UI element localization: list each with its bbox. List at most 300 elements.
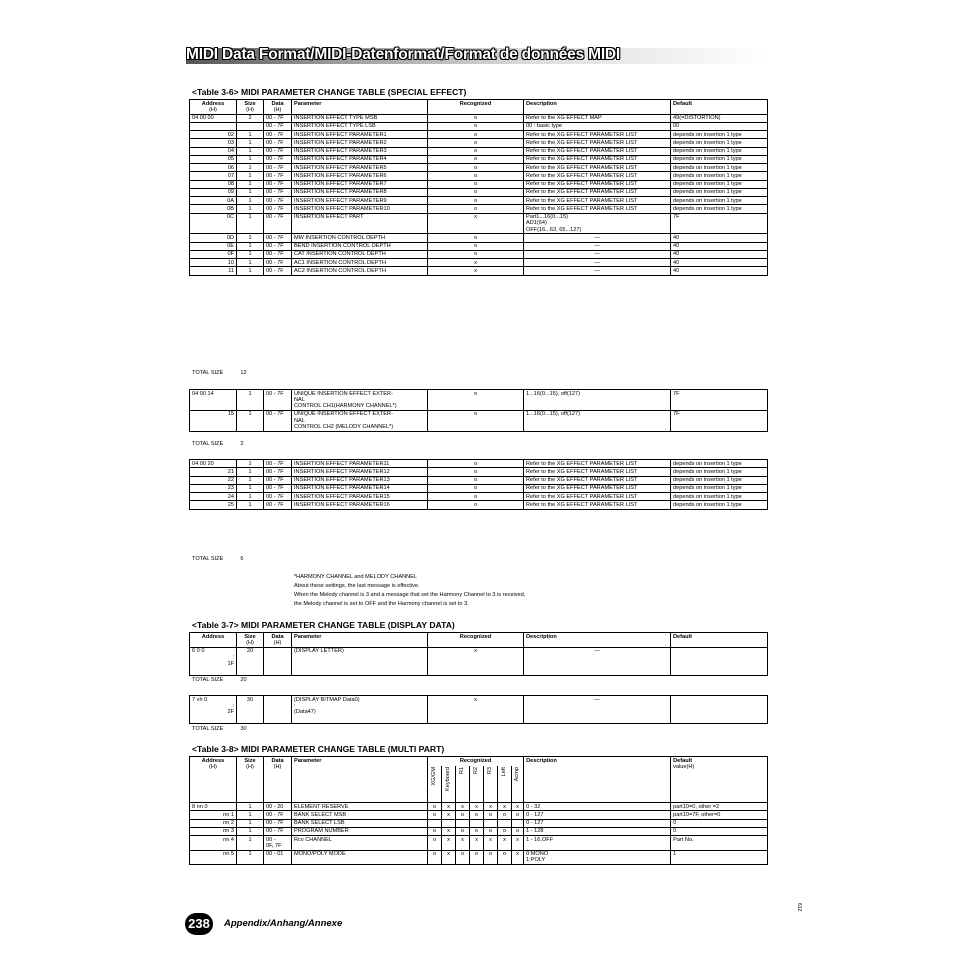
recognized-cell: x bbox=[470, 803, 484, 811]
description-cell: Refer to the XG EFFECT PARAMETER LIST bbox=[524, 172, 671, 180]
recognized-cell: o bbox=[428, 390, 524, 411]
size-cell: 1 bbox=[237, 390, 264, 411]
parameter-cell: UNIQUE INSERTION EFFECT EXTER- NAL CONTROL CH1(HARMONY CHANNEL*) bbox=[292, 390, 428, 411]
description-cell: Refer to the XG EFFECT PARAMETER LIST bbox=[524, 484, 671, 492]
data-cell: 00 - 7F bbox=[264, 147, 292, 155]
address-cell bbox=[190, 122, 237, 130]
table-3-6-title: <Table 3-6> MIDI PARAMETER CHANGE TABLE (SPECIAL EFFECT) bbox=[192, 87, 467, 97]
recognized-cell: x bbox=[428, 259, 524, 267]
parameter-cell: ELEMENT RESERVE bbox=[292, 803, 428, 811]
default-cell: 40 bbox=[671, 234, 768, 242]
table-row bbox=[190, 803, 768, 811]
description-cell: Refer to the XG EFFECT PARAMETER LIST bbox=[524, 205, 671, 213]
recognized-cell: o bbox=[428, 850, 442, 865]
address-cell: 0F bbox=[190, 250, 237, 258]
data-cell bbox=[264, 696, 292, 724]
table-row bbox=[190, 696, 768, 724]
address-cell: nn 2 bbox=[190, 819, 237, 827]
default-cell: 49(=DISTORTION) bbox=[671, 114, 768, 122]
recognized-cell: o bbox=[428, 155, 524, 163]
description-cell: 1 - 16,OFF bbox=[524, 836, 671, 851]
size-cell: 1 bbox=[237, 267, 264, 275]
header-default: Default bbox=[671, 100, 768, 115]
size-cell: 1 bbox=[237, 172, 264, 180]
data-cell: 00 - 7F bbox=[264, 476, 292, 484]
recognized-cell: x bbox=[470, 836, 484, 851]
recognized-cell: o bbox=[428, 836, 442, 851]
data-cell: 00 - 20 bbox=[264, 803, 292, 811]
default-cell: 40 bbox=[671, 242, 768, 250]
description-cell: Part1...16(0...15) AD1(64) OFF(16...63, 65...127) bbox=[524, 213, 671, 234]
header-data: Data (H) bbox=[264, 633, 292, 648]
header-address: Address (H) bbox=[190, 757, 237, 803]
default-cell: depends on insertion 1 type bbox=[671, 501, 768, 509]
recognized-cell: x bbox=[442, 836, 456, 851]
page-title: MIDI Data Format/MIDI-Datenformat/Format de données MIDI bbox=[186, 46, 621, 63]
table-3-7-display-bitmap bbox=[189, 695, 768, 724]
header-parameter: Parameter bbox=[292, 633, 428, 648]
size-cell: 1 bbox=[237, 850, 264, 865]
data-cell: 00 - 7F bbox=[264, 172, 292, 180]
address-cell: 23 bbox=[190, 484, 237, 492]
table-row bbox=[190, 164, 768, 172]
default-cell: depends on insertion 1 type bbox=[671, 468, 768, 476]
data-cell: 00 - 7F bbox=[264, 188, 292, 196]
header-description: Description bbox=[524, 633, 671, 648]
size-cell: 2 bbox=[237, 114, 264, 122]
address-cell: 04 00 20 bbox=[190, 460, 237, 468]
description-cell: Refer to the XG EFFECT PARAMETER LIST bbox=[524, 493, 671, 501]
data-cell: 00 - 7F bbox=[264, 819, 292, 827]
parameter-cell: INSERTION EFFECT PARAMETER3 bbox=[292, 147, 428, 155]
description-cell: — bbox=[524, 242, 671, 250]
header-size: Size (H) bbox=[237, 757, 264, 803]
parameter-cell: BEND INSERTION CONTROL DEPTH bbox=[292, 242, 428, 250]
default-cell: part10=0, other =2 bbox=[671, 803, 768, 811]
parameter-cell: (DISPLAY LETTER) bbox=[292, 647, 428, 675]
recognized-cell: o bbox=[428, 234, 524, 242]
header-description: Description bbox=[524, 100, 671, 115]
table-row bbox=[190, 139, 768, 147]
size-cell: 1 bbox=[237, 501, 264, 509]
address-cell: 09 bbox=[190, 188, 237, 196]
address-cell: 21 bbox=[190, 468, 237, 476]
parameter-cell: INSERTION EFFECT PARAMETER11 bbox=[292, 460, 428, 468]
recognized-cell: x bbox=[498, 803, 512, 811]
parameter-cell: AC1 INSERTION CONTROL DEPTH bbox=[292, 259, 428, 267]
data-cell: 00 - 7F bbox=[264, 259, 292, 267]
default-cell: depends on insertion 1 type bbox=[671, 147, 768, 155]
table-row bbox=[190, 172, 768, 180]
recognized-cell: o bbox=[428, 164, 524, 172]
recognized-cell: o bbox=[512, 811, 524, 819]
recognized-cell: o bbox=[428, 197, 524, 205]
size-cell: 1 bbox=[237, 242, 264, 250]
address-cell: nn 3 bbox=[190, 827, 237, 835]
address-cell: 0B bbox=[190, 205, 237, 213]
header-parameter: Parameter bbox=[292, 757, 428, 803]
data-cell: 00 - 7F bbox=[264, 197, 292, 205]
description-cell: Refer to the XG EFFECT PARAMETER LIST bbox=[524, 164, 671, 172]
recognized-cell: o bbox=[428, 180, 524, 188]
table-row bbox=[190, 850, 768, 865]
recognized-subheader: XG/GM bbox=[428, 766, 442, 803]
address-cell: 11 bbox=[228, 267, 234, 274]
description-cell: — bbox=[524, 250, 671, 258]
address-cell: 04 00 00 bbox=[190, 114, 237, 122]
description-cell: 1 - 128 bbox=[524, 827, 671, 835]
recognized-cell: x bbox=[442, 803, 456, 811]
parameter-cell: BANK SELECT MSB bbox=[292, 811, 428, 819]
recognized-subheader: Acmp bbox=[512, 766, 524, 803]
table-3-7-display-letter bbox=[189, 632, 768, 676]
recognized-cell: x bbox=[484, 803, 498, 811]
size-cell: 1 bbox=[237, 205, 264, 213]
data-cell: 00 - 7F bbox=[264, 410, 292, 431]
size-cell: 1 bbox=[237, 836, 264, 851]
recognized-cell: x bbox=[512, 836, 524, 851]
default-cell: 40 bbox=[671, 259, 768, 267]
table-row bbox=[190, 468, 768, 476]
header-default: Default bbox=[671, 633, 768, 648]
size-cell: 1 bbox=[237, 147, 264, 155]
data-cell: 00 - 7F bbox=[264, 131, 292, 139]
address-cell: 10 bbox=[190, 259, 237, 267]
recognized-cell: x bbox=[484, 836, 498, 851]
size-cell: 1 bbox=[237, 484, 264, 492]
address-cell: nn 4 bbox=[190, 836, 237, 851]
recognized-cell: x bbox=[428, 267, 524, 275]
table-row bbox=[190, 390, 768, 411]
header-address: Address bbox=[190, 633, 237, 648]
table-row bbox=[190, 197, 768, 205]
default-cell: depends on insertion 1 type bbox=[671, 484, 768, 492]
address-cell: 0E bbox=[190, 242, 237, 250]
header-size: Size (H) bbox=[237, 100, 264, 115]
table-row bbox=[190, 827, 768, 835]
default-cell: 7F bbox=[671, 213, 768, 234]
data-cell: 00 - 7F bbox=[264, 267, 292, 275]
description-cell: Refer to the XG EFFECT PARAMETER LIST bbox=[524, 155, 671, 163]
description-cell: 00 : basic type bbox=[524, 122, 671, 130]
address-cell: 05 bbox=[190, 155, 237, 163]
size-cell: 1 bbox=[237, 827, 264, 835]
parameter-cell: INSERTION EFFECT PARAMETER13 bbox=[292, 476, 428, 484]
default-cell: 7F bbox=[671, 410, 768, 431]
default-cell: depends on insertion 1 type bbox=[671, 131, 768, 139]
size-cell: 1 bbox=[237, 155, 264, 163]
description-cell: 1...16(0...15), off(127) bbox=[524, 410, 671, 431]
default-cell: 00 bbox=[671, 122, 768, 130]
recognized-cell: o bbox=[428, 493, 524, 501]
size-cell: 1 bbox=[237, 164, 264, 172]
table-row bbox=[190, 122, 768, 130]
recognized-subheader: R1 bbox=[456, 766, 470, 803]
footer-section-label: Appendix/Anhang/Annexe bbox=[224, 918, 343, 929]
default-cell bbox=[671, 696, 768, 724]
harmony-melody-note: *HARMONY CHANNEL and MELODY CHANNEL About these settings, the last message is effective. When the Melody channel is 3 and a message that set the Harmony Channel to 3 is received, the Melody channel is set to OFF and the Harmony channel is set to 3. bbox=[294, 574, 526, 607]
table-3-7-title: <Table 3-7> MIDI PARAMETER CHANGE TABLE (DISPLAY DATA) bbox=[192, 620, 455, 630]
header-recognized: Recognized bbox=[428, 633, 524, 648]
recognized-cell: o bbox=[512, 827, 524, 835]
size-cell: 1 bbox=[237, 460, 264, 468]
data-cell: 00 - 7F bbox=[264, 213, 292, 234]
table-3-6-parameters-11-16 bbox=[189, 459, 768, 510]
description-cell: Refer to the XG EFFECT MAP bbox=[524, 114, 671, 122]
table-row bbox=[190, 213, 768, 234]
recognized-cell: o bbox=[484, 850, 498, 865]
table-row bbox=[190, 242, 768, 250]
recognized-cell: o bbox=[470, 811, 484, 819]
size-cell: 1 bbox=[237, 410, 264, 431]
recognized-cell: o bbox=[428, 131, 524, 139]
data-cell: 00 - 7F bbox=[264, 155, 292, 163]
default-cell: depends on insertion 1 type bbox=[671, 476, 768, 484]
data-cell: 00 - 0F, 7F bbox=[264, 836, 292, 851]
description-cell: 0:MONO 1:POLY bbox=[524, 850, 671, 865]
recognized-cell: o bbox=[428, 188, 524, 196]
table-row bbox=[190, 819, 768, 827]
size-cell: 1 bbox=[237, 803, 264, 811]
recognized-cell: x bbox=[456, 803, 470, 811]
recognized-cell bbox=[498, 819, 512, 827]
description-cell: 0 - 32 bbox=[524, 803, 671, 811]
table-row bbox=[190, 476, 768, 484]
default-cell: 0 bbox=[671, 819, 768, 827]
description-cell: — bbox=[524, 696, 671, 724]
recognized-subheader: Keyboard bbox=[442, 766, 456, 803]
data-cell: 00 - 7F bbox=[264, 827, 292, 835]
table-row bbox=[190, 501, 768, 509]
recognized-cell bbox=[470, 819, 484, 827]
default-cell: depends on insertion 1 type bbox=[671, 493, 768, 501]
header-default: Default value(H) bbox=[671, 757, 768, 803]
parameter-cell: UNIQUE INSERTION EFFECT EXTER- NAL CONTROL CH2 (MELODY CHANNEL*) bbox=[292, 410, 428, 431]
recognized-subheader: R3 bbox=[484, 766, 498, 803]
address-cell: 04 bbox=[190, 147, 237, 155]
default-cell: depends on insertion 1 type bbox=[671, 460, 768, 468]
address-cell: 04 00 14 bbox=[190, 390, 237, 411]
address-cell: 03 bbox=[190, 139, 237, 147]
recognized-cell: o bbox=[484, 811, 498, 819]
data-cell: 00 - 7F bbox=[264, 468, 292, 476]
default-cell: part10=7F, other=0 bbox=[671, 811, 768, 819]
recognized-cell: o bbox=[428, 250, 524, 258]
recognized-cell: o bbox=[470, 850, 484, 865]
recognized-cell: x bbox=[456, 836, 470, 851]
recognized-cell: o bbox=[456, 827, 470, 835]
data-cell: 00 - 7F bbox=[264, 250, 292, 258]
header-parameter: Parameter bbox=[292, 100, 428, 115]
side-code: 612 bbox=[796, 903, 802, 912]
table-3-6-total-3: TOTAL SIZE 6 bbox=[192, 556, 244, 562]
parameter-cell: PROGRAM NUMBER bbox=[292, 827, 428, 835]
table-row bbox=[190, 234, 768, 242]
recognized-cell: o bbox=[428, 827, 442, 835]
data-cell: 00 - 7F bbox=[264, 164, 292, 172]
address-cell: 15 bbox=[227, 411, 234, 418]
address-cell: 08 bbox=[190, 180, 237, 188]
description-cell: Refer to the XG EFFECT PARAMETER LIST bbox=[524, 501, 671, 509]
recognized-cell: o bbox=[428, 147, 524, 155]
parameter-cell: MW INSERTION CONTROL DEPTH bbox=[292, 234, 428, 242]
table-row bbox=[190, 250, 768, 258]
table-3-8-multi-part bbox=[189, 756, 768, 865]
description-cell: Refer to the XG EFFECT PARAMETER LIST bbox=[524, 139, 671, 147]
table-row bbox=[190, 647, 768, 675]
recognized-cell: o bbox=[428, 114, 524, 122]
data-cell: 00 - 7F bbox=[264, 180, 292, 188]
table-3-6-main bbox=[189, 99, 768, 276]
address-cell: 24 bbox=[190, 493, 237, 501]
parameter-cell: CAT INSERTION CONTROL DEPTH bbox=[292, 250, 428, 258]
size-cell: 1 bbox=[237, 819, 264, 827]
recognized-cell: o bbox=[428, 139, 524, 147]
recognized-subheader: R2 bbox=[470, 766, 484, 803]
size-cell: 1 bbox=[237, 197, 264, 205]
parameter-cell: INSERTION EFFECT TYPE LSB bbox=[292, 122, 428, 130]
default-cell: 1 bbox=[671, 850, 768, 865]
data-cell: 00 - 7F bbox=[264, 139, 292, 147]
description-cell: 0 - 127 bbox=[524, 819, 671, 827]
header-data: Data (H) bbox=[264, 757, 292, 803]
data-cell: 00 - 7F bbox=[264, 811, 292, 819]
data-cell bbox=[264, 647, 292, 675]
recognized-cell: o bbox=[428, 410, 524, 431]
recognized-cell: x bbox=[442, 827, 456, 835]
default-cell: depends on insertion 1 type bbox=[671, 164, 768, 172]
parameter-cell: INSERTION EFFECT PARAMETER7 bbox=[292, 180, 428, 188]
recognized-cell: o bbox=[428, 476, 524, 484]
recognized-cell: o bbox=[428, 811, 442, 819]
table-row bbox=[190, 267, 768, 275]
default-cell: 40 bbox=[671, 267, 768, 275]
parameter-cell: INSERTION EFFECT TYPE MSB bbox=[292, 114, 428, 122]
parameter-cell: AC2 INSERTION CONTROL DEPTH bbox=[292, 267, 428, 275]
parameter-cell: INSERTION EFFECT PARAMETER9 bbox=[292, 197, 428, 205]
size-cell: 1 bbox=[237, 213, 264, 234]
description-cell: Refer to the XG EFFECT PARAMETER LIST bbox=[524, 468, 671, 476]
table-row bbox=[190, 410, 768, 431]
default-cell bbox=[671, 647, 768, 675]
table-3-6-total-2: TOTAL SIZE 2 bbox=[192, 441, 244, 447]
table-3-7-total-1: TOTAL SIZE 20 bbox=[192, 677, 247, 683]
description-cell: Refer to the XG EFFECT PARAMETER LIST bbox=[524, 460, 671, 468]
address-cell: nn 5 bbox=[223, 851, 234, 857]
recognized-cell: x bbox=[428, 647, 524, 675]
recognized-cell: o bbox=[498, 827, 512, 835]
table-3-6-external-control bbox=[189, 389, 768, 432]
default-cell: depends on insertion 1 type bbox=[671, 188, 768, 196]
data-cell: 00 - 7F bbox=[264, 501, 292, 509]
page-number-badge: 238 bbox=[185, 913, 213, 935]
header-description: Description bbox=[524, 757, 671, 803]
table-row bbox=[190, 155, 768, 163]
recognized-cell bbox=[442, 819, 456, 827]
parameter-cell: INSERTION EFFECT PARAMETER4 bbox=[292, 155, 428, 163]
default-cell: depends on insertion 1 type bbox=[671, 205, 768, 213]
data-cell: 00 - 7F bbox=[264, 242, 292, 250]
size-cell: 1 bbox=[237, 468, 264, 476]
size-cell: 20 bbox=[237, 647, 264, 675]
recognized-cell: x bbox=[428, 213, 524, 234]
description-cell: Refer to the XG EFFECT PARAMETER LIST bbox=[524, 197, 671, 205]
size-cell: 30 bbox=[237, 696, 264, 724]
address-cell: 22 bbox=[190, 476, 237, 484]
header-size: Size (H) bbox=[237, 633, 264, 648]
recognized-cell bbox=[512, 819, 524, 827]
default-cell: depends on insertion 1 type bbox=[671, 180, 768, 188]
data-cell: 00 - 7F bbox=[264, 205, 292, 213]
recognized-cell: o bbox=[498, 811, 512, 819]
table-3-7-total-2: TOTAL SIZE 30 bbox=[192, 726, 247, 732]
table-3-6-total-1: TOTAL SIZE 12 bbox=[192, 370, 247, 376]
size-cell: 1 bbox=[237, 234, 264, 242]
address-cell: 25 bbox=[227, 501, 234, 508]
recognized-cell: x bbox=[428, 696, 524, 724]
size-cell: 1 bbox=[237, 811, 264, 819]
recognized-cell: x bbox=[512, 850, 524, 865]
address-cell: 0A bbox=[190, 197, 237, 205]
table-row bbox=[190, 131, 768, 139]
recognized-cell: o bbox=[428, 484, 524, 492]
recognized-cell bbox=[456, 819, 470, 827]
parameter-cell: INSERTION EFFECT PARAMETER14 bbox=[292, 484, 428, 492]
recognized-cell: o bbox=[470, 827, 484, 835]
table-row bbox=[190, 188, 768, 196]
table-row bbox=[190, 114, 768, 122]
default-cell: 7F bbox=[671, 390, 768, 411]
recognized-cell: x bbox=[512, 803, 524, 811]
data-cell: 00 - 7F bbox=[264, 390, 292, 411]
description-cell: Refer to the XG EFFECT PARAMETER LIST bbox=[524, 131, 671, 139]
recognized-cell: x bbox=[498, 836, 512, 851]
description-cell: 0 - 127 bbox=[524, 811, 671, 819]
recognized-cell: o bbox=[428, 242, 524, 250]
recognized-cell: o bbox=[428, 460, 524, 468]
default-cell: depends on insertion 1 type bbox=[671, 172, 768, 180]
description-cell: 1...16(0...15), off(127) bbox=[524, 390, 671, 411]
size-cell: 1 bbox=[237, 139, 264, 147]
description-cell: — bbox=[524, 234, 671, 242]
recognized-cell bbox=[428, 819, 442, 827]
address-cell: 02 bbox=[190, 131, 237, 139]
recognized-cell: x bbox=[442, 811, 456, 819]
table-row bbox=[190, 180, 768, 188]
table-row bbox=[190, 484, 768, 492]
parameter-cell: Rcv CHANNEL bbox=[292, 836, 428, 851]
recognized-subheader: Left bbox=[498, 766, 512, 803]
recognized-cell: o bbox=[456, 811, 470, 819]
table-row bbox=[190, 836, 768, 851]
recognized-cell: o bbox=[428, 172, 524, 180]
address-cell: 0D bbox=[190, 234, 237, 242]
header-data: Data (H) bbox=[264, 100, 292, 115]
table-row bbox=[190, 493, 768, 501]
size-cell: 1 bbox=[237, 259, 264, 267]
description-cell: — bbox=[524, 647, 671, 675]
data-cell: 00 - 01 bbox=[264, 850, 292, 865]
parameter-cell: INSERTION EFFECT PARAMETER15 bbox=[292, 493, 428, 501]
data-cell: 00 - 7F bbox=[264, 234, 292, 242]
address-cell: 06 bbox=[190, 164, 237, 172]
parameter-cell: INSERTION EFFECT PARAMETER12 bbox=[292, 468, 428, 476]
description-cell: Refer to the XG EFFECT PARAMETER LIST bbox=[524, 180, 671, 188]
recognized-cell bbox=[484, 819, 498, 827]
description-cell: Refer to the XG EFFECT PARAMETER LIST bbox=[524, 147, 671, 155]
address-cell: 07 bbox=[190, 172, 237, 180]
address-cell: 8 nn 0 bbox=[190, 803, 237, 811]
